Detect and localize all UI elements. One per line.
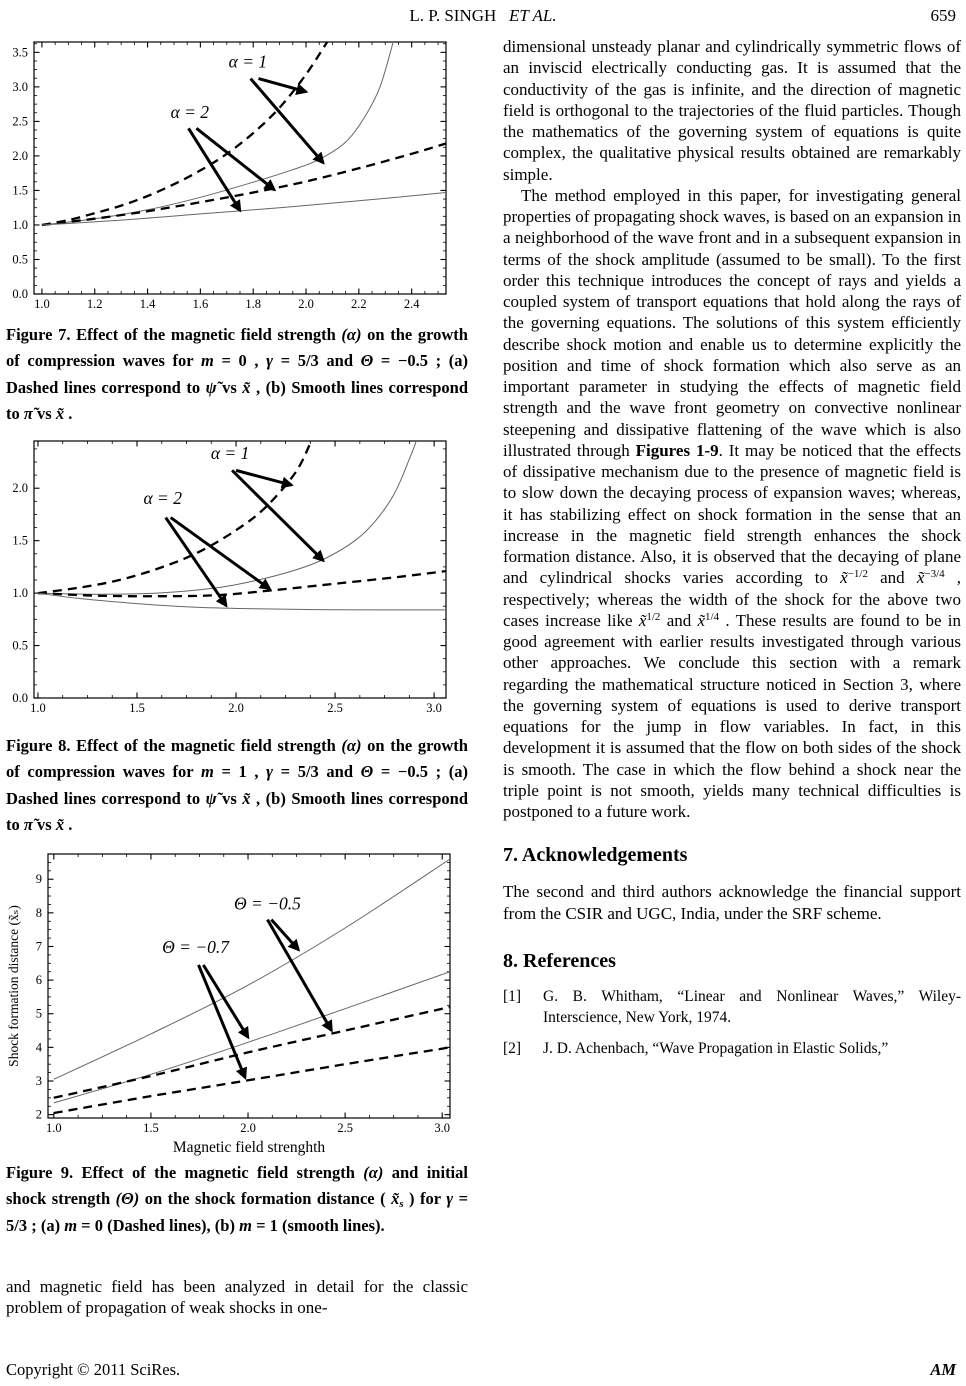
svg-text:0.0: 0.0	[12, 691, 28, 705]
left-column	[6, 36, 470, 1346]
svg-text:3.0: 3.0	[12, 79, 28, 94]
annotation-label: α = 1	[228, 51, 268, 72]
annotation-label: α = 2	[170, 101, 210, 122]
svg-text:0.5: 0.5	[12, 252, 28, 267]
svg-text:1.0: 1.0	[34, 297, 50, 311]
annotation-arrow	[203, 965, 248, 1037]
annotation-arrow	[267, 920, 331, 1031]
annotation-arrow	[171, 518, 270, 589]
svg-text:2.5: 2.5	[327, 701, 343, 715]
svg-text:3.0: 3.0	[434, 1121, 451, 1135]
series-pi-vs-x-alpha2-solid	[42, 193, 446, 226]
svg-text:2.5: 2.5	[337, 1121, 353, 1135]
svg-text:3.0: 3.0	[426, 701, 442, 715]
svg-text:1.6: 1.6	[192, 297, 209, 311]
svg-text:3: 3	[35, 1074, 42, 1089]
svg-text:1.2: 1.2	[86, 297, 103, 311]
svg-text:1.8: 1.8	[245, 297, 262, 311]
series-pi-vs-x-alpha1-solid	[38, 441, 416, 594]
svg-text:1.5: 1.5	[129, 701, 145, 715]
reference-text: G. B. Whitham, “Linear and Nonlinear Waves,” Wiley-Interscience, New York, 1974.	[543, 987, 961, 1026]
reference-item	[503, 1039, 961, 1060]
page-header	[0, 6, 966, 30]
svg-text:0.0: 0.0	[12, 287, 28, 301]
svg-text:1.0: 1.0	[12, 217, 28, 232]
reference-item	[503, 987, 961, 1029]
running-title-authors: L. P. SINGH	[409, 6, 497, 25]
series-pi-vs-x-alpha1-solid	[42, 42, 393, 225]
series-theta-0.5-m1-solid	[54, 859, 450, 1079]
figure7-caption: Figure 7. Effect of the magnetic field strength (α) on the growth of compression waves for m = 0 , γ = 5/3 and Θ = −0.5 ; (a) Dashed lines correspond to ψ̃ vs x̃ , (b) Smooth lines correspond to π̃ vs x̃ .	[6, 325, 469, 424]
running-title	[0, 6, 966, 26]
svg-text:1.4: 1.4	[139, 297, 156, 311]
figure9-caption: Figure 9. Effect of the magnetic field strength (α) and initial shock strength (Θ) on the shock formation distance ( x̃s ) for γ = 5/3 ; (a) m = 0 (Dashed lines), (b) m = 1 (smooth lines).	[6, 1163, 468, 1235]
annotation-arrow	[232, 470, 323, 560]
svg-text:2.0: 2.0	[12, 148, 28, 163]
svg-text:1.0: 1.0	[46, 1121, 62, 1135]
svg-text:2.4: 2.4	[403, 297, 420, 311]
reference-number: [1]	[503, 987, 522, 1005]
paragraph-method: The method employed in this paper, for investigating general properties of propagating shock waves, is based on an expansion in a neighborhood of the wave front and in a subsequent expansion in terms of the shock amplitude (assumed to be small). To the first order this technique introduces the concept of rays and yields a coupled system of transport equations that hold along the rays of the governing equations. The solutions of this system efficiently describe shock motion and enable us to determine explicitly the position and time of shock formation which also serve as an important parameter in studying the effects of magnetic field strength and the wave front geometry on convective nonlinear steepening and dissipative flattening of the wave which is also illustrated through Figures 1-9. It may be noticed that the effects of dissipative mechanism due to the presence of magnetic field is to slow down the decaying process of expansion waves; whereas, it has stabilizing effect on shock formation in the sense that an increase in the magnetic field strength enhances the shock formation distance. Also, it is observed that the decaying of plane and cylindrical shocks varies according to x̃$^{-1/2}$ and x̃$^{-3/4}$ , respectively; whereas the width of the shock for the above two cases increase like x̃$^{1/2}$ and x̃$^{1/4}$ . These results are found to be in good agreement with earlier results investigated through various other approaches. We conclude this section with a remark regarding the mathematical structure noticed in Section 3, where the governing system of equations is used to derive transport equations for the jump in flow variables. In fact, in this development it is assumed that the flow on both sides of the shock is smooth. The case in which the flow behind a shock near the triple point is not smooth, yields many technical difficulties is postponed to a future work.	[503, 185, 962, 821]
axes	[12, 42, 446, 311]
annotation-label: α = 2	[143, 487, 182, 508]
page-footer	[0, 1360, 966, 1384]
acknowledgements-paragraph: The second and third authors acknowledge the financial support from the CSIR and UGC, India, under the SRF scheme.	[503, 882, 961, 923]
figure7-chart	[6, 36, 468, 319]
svg-text:1.5: 1.5	[12, 533, 28, 548]
figure-9-plot	[6, 848, 460, 1160]
svg-text:9: 9	[35, 872, 42, 887]
svg-text:2.0: 2.0	[12, 481, 28, 496]
references-heading: 8. References	[503, 949, 616, 972]
figure8-caption: Figure 8. Effect of the magnetic field strength (α) on the growth of compression waves for m = 1 , γ = 5/3 and Θ = −0.5 ; (a) Dashed lines correspond to ψ̃ vs x̃ , (b) Smooth lines correspond to π̃ vs x̃ .	[6, 736, 469, 835]
series-psi-vs-x-alpha1-dashed	[38, 441, 311, 593]
journal-abbreviation: AM	[930, 1360, 956, 1379]
paragraph-continuation: dimensional unsteady planar and cylindrically symmetric flows of an inviscid electrically conducting gas. It is assumed that the conductivity of the gas is infinite, and the direction of magnetic field is orthogonal to the trajectories of the fluid particles. Though the mathematics of the governing system of equations is quite complex, the qualitative physical results obtained are remarkably simple.	[503, 37, 961, 184]
svg-text:3.5: 3.5	[12, 45, 28, 60]
svg-text:5: 5	[35, 1006, 42, 1021]
svg-text:1.5: 1.5	[12, 183, 28, 198]
svg-text:4: 4	[35, 1040, 42, 1055]
page-number: 659	[930, 6, 956, 25]
figure-7-plot	[6, 36, 454, 314]
svg-text:6: 6	[35, 973, 42, 988]
annotation-label: α = 1	[210, 442, 250, 463]
svg-text:2.0: 2.0	[240, 1121, 256, 1135]
annotation-label: Θ = −0.5	[234, 893, 301, 914]
svg-text:0.5: 0.5	[12, 638, 28, 653]
series-psi-vs-x-alpha1-dashed	[42, 42, 327, 225]
series-theta-0.7-m0-dashed	[54, 1047, 450, 1113]
copyright-text: Copyright © 2011 SciRes.	[6, 1360, 181, 1379]
reference-text: J. D. Achenbach, “Wave Propagation in Elastic Solids,”	[543, 1039, 889, 1057]
series-theta-0.7-m1-solid	[54, 972, 450, 1103]
series-psi-vs-x-alpha2-dashed	[42, 144, 446, 226]
figure9-chart	[6, 848, 468, 1165]
axes	[12, 441, 446, 715]
annotation-label: Θ = −0.7	[162, 937, 230, 958]
svg-text:1.5: 1.5	[143, 1121, 159, 1135]
left-bottom-paragraph: and magnetic field has been analyzed in detail for the classic problem of propagation of weak shocks in one-	[6, 1277, 468, 1318]
y-axis-label: Shock formation distance (x̃ₛ)	[6, 905, 21, 1067]
figure-8-plot	[6, 435, 454, 718]
svg-text:1.0: 1.0	[12, 586, 28, 601]
x-axis-label: Magnetic field strenghth	[172, 1139, 326, 1156]
acknowledgements-heading: 7. Acknowledgements	[503, 844, 688, 867]
running-title-etal: ET AL.	[509, 6, 557, 25]
annotation-arrow	[251, 79, 324, 163]
right-column	[503, 36, 961, 1070]
plot-frame	[34, 42, 446, 294]
svg-text:2.2: 2.2	[351, 297, 367, 311]
svg-text:2.0: 2.0	[228, 701, 244, 715]
svg-text:2.0: 2.0	[298, 297, 314, 311]
series-theta-0.5-m0-dashed	[54, 1007, 450, 1098]
annotation-arrow	[258, 79, 306, 92]
svg-text:2.5: 2.5	[12, 114, 28, 129]
svg-text:8: 8	[35, 905, 42, 920]
svg-text:2: 2	[35, 1107, 42, 1122]
svg-text:7: 7	[35, 939, 42, 954]
reference-number: [2]	[503, 1039, 522, 1057]
svg-text:1.0: 1.0	[30, 701, 46, 715]
figure8-chart	[6, 435, 468, 723]
